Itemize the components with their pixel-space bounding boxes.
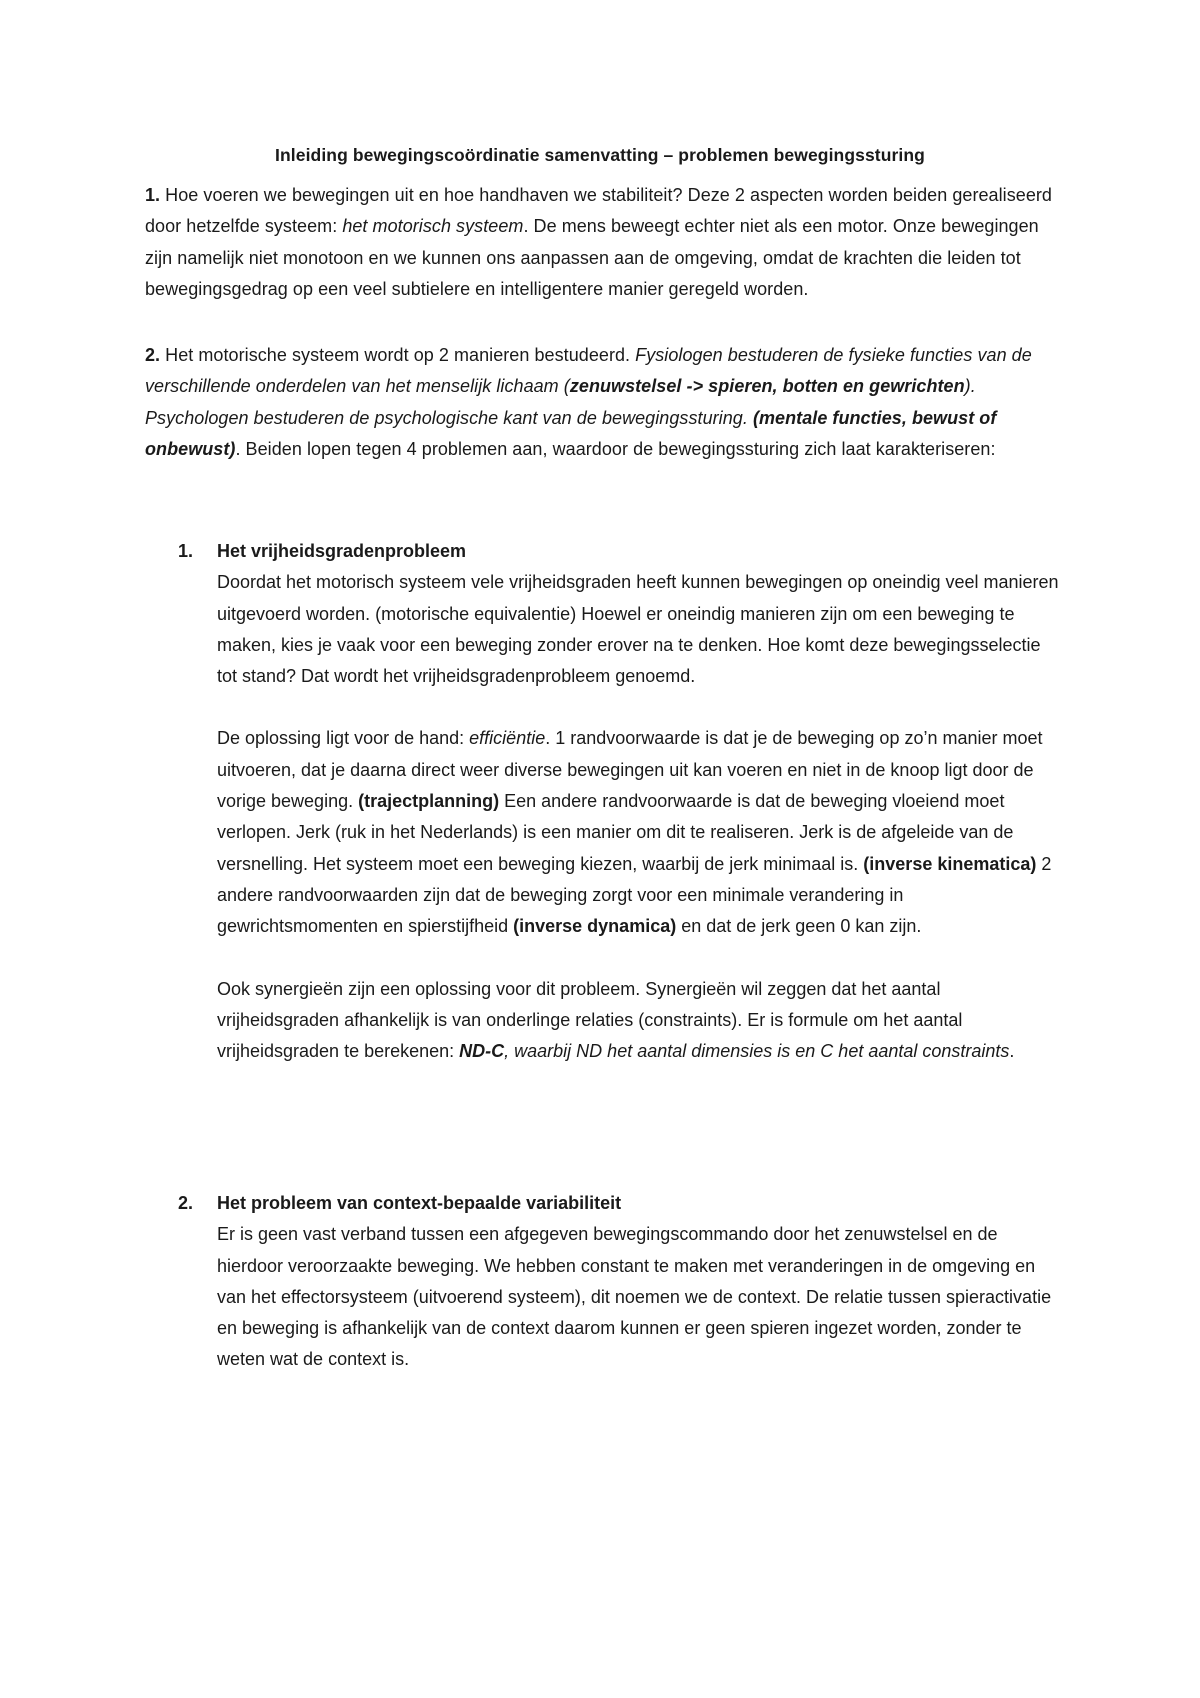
document-title: Inleiding bewegingscoördinatie samenvatting – problemen bewegingssturing xyxy=(275,145,925,165)
problem-1-body xyxy=(217,536,1065,1067)
p2-text-d: 2 andere randvoorwaarden zijn dat de beweging zorgt voor een minimale verandering in gewrichtsmomenten en spierstijfheid xyxy=(217,853,1052,937)
p2-text-b: . 1 randvoorwaarde is dat je de beweging op zo’n manier moet uitvoeren, dat je daarna direct weer diverse bewegingen uit kan voeren en niet in de knoop ligt door de vorige beweging. xyxy=(217,728,1043,812)
p2-emphasis: efficiëntie xyxy=(469,728,546,749)
paragraph-1-emphasis: het motorisch systeem xyxy=(342,216,524,237)
p3-text-b: . xyxy=(1009,1041,1015,1062)
paragraph-1-text-cont: . De mens beweegt echter niet als een motor. Onze bewegingen zijn namelijk niet monotoon en we kunnen ons aanpassen aan de omgeving, omdat de krachten die leiden tot bewegingsgedrag op een veel subtielere en intelligentere manier geregeld worden. xyxy=(145,216,1039,299)
p2-text-c: Een andere randvoorwaarde is dat de beweging vloeiend moet verlopen. Jerk (ruk in het Nederlands) is een manier om dit te realiseren. Jerk is de afgeleide van de versnelling. Het systeem moet een beweging kiezen, waarbij de jerk minimaal is. xyxy=(217,791,1014,874)
p2-text-e: en dat de jerk geen 0 kan zijn. xyxy=(676,916,922,937)
paragraph-2-number: 2. xyxy=(145,345,161,365)
problem-1-paragraph-2 xyxy=(217,723,1065,942)
p3-formula: ND-C xyxy=(459,1041,505,1062)
p3-text-a: Ook synergieën zijn een oplossing voor dit probleem. Synergieën wil zeggen dat het aantal vrijheidsgraden afhankelijk is van onderlinge relaties (constraints). Er is formule om het aantal vrijheidsgraden te berekenen: xyxy=(217,978,963,1062)
paragraph-2 xyxy=(145,340,1060,465)
problem-2-paragraph-1: Er is geen vast verband tussen een afgegeven bewegingscommando door het zenuwstelsel en de hierdoor veroorzaakte beweging. We hebben constant te maken met veranderingen in de omgeving en van het effectorsysteem (uitvoerend systeem), dit noemen we de context. De relatie tussen spieractivatie en beweging is afhankelijk van de context daarom kunnen er geen spieren ingezet worden, zonder te weten wat de context is. xyxy=(217,1224,1052,1370)
paragraph-2-text: Het motorische systeem wordt op 2 manieren bestudeerd. xyxy=(160,345,636,365)
problem-2-number: 2. xyxy=(178,1193,194,1213)
paragraph-2-strong-emphasis-2: (mentale functies, bewust of onbewust) xyxy=(145,407,997,459)
problem-1-paragraph-1: Doordat het motorisch systeem vele vrijheidsgraden heeft kunnen bewegingen op oneindig veel manieren uitgevoerd worden. (motorische equivalentie) Hoewel er oneindig manieren zijn om een beweging te maken, kies je vaak voor een beweging zonder erover na te denken. Hoe komt deze bewegingsselectie tot stand? Dat wordt het vrijheidsgradenprobleem genoemd. xyxy=(217,572,1059,687)
problem-1-heading: Het vrijheidsgradenprobleem xyxy=(217,541,467,561)
p3-emphasis: , waarbij ND het aantal dimensies is en C het aantal constraints xyxy=(504,1041,1010,1062)
paragraph-2-emphasis: Fysiologen bestuderen de fysieke functies van de verschillende onderdelen van het menselijk lichaam ( xyxy=(145,345,1032,397)
p2-strong-inverse-dynamica: (inverse dynamica) xyxy=(513,916,677,937)
paragraph-2-emphasis-cont: ). Psychologen bestuderen de psychologische kant van de bewegingssturing. xyxy=(145,376,976,428)
problem-1-number: 1. xyxy=(178,541,194,561)
problem-1-paragraph-3 xyxy=(217,974,1065,1068)
problem-2-body xyxy=(217,1188,1065,1376)
p2-strong-trajectplanning: (trajectplanning) xyxy=(358,791,500,812)
paragraph-1 xyxy=(145,180,1060,305)
paragraph-2-strong-emphasis: zenuwstelsel -> spieren, botten en gewrichten xyxy=(569,376,965,397)
p2-strong-inverse-kinematica: (inverse kinematica) xyxy=(863,853,1037,874)
paragraph-1-text: Hoe voeren we bewegingen uit en hoe handhaven we stabiliteit? Deze 2 aspecten worden beiden gerealiseerd door hetzelfde systeem: xyxy=(145,185,1052,237)
paragraph-1-number: 1. xyxy=(145,185,161,205)
problem-2-heading: Het probleem van context-bepaalde variabiliteit xyxy=(217,1193,622,1213)
p2-text-a: De oplossing ligt voor de hand: xyxy=(217,728,470,749)
paragraph-2-text-cont: . Beiden lopen tegen 4 problemen aan, waardoor de bewegingssturing zich laat karakteriseren: xyxy=(235,438,996,459)
